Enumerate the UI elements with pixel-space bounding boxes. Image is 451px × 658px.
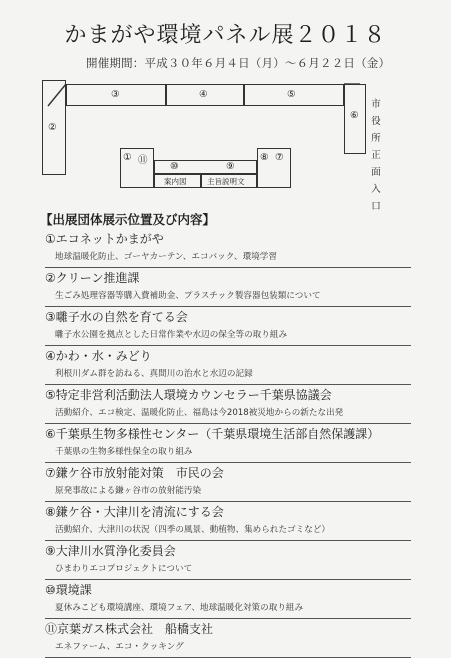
list-item	[45, 346, 411, 385]
list-item	[45, 580, 411, 619]
list-item	[45, 268, 411, 307]
list-item	[45, 307, 411, 346]
page-title: かまがや環境パネル展２０１８	[64, 23, 387, 48]
list-item	[45, 424, 411, 463]
list-item	[45, 619, 411, 658]
booth-5-label: ⑤	[287, 89, 296, 100]
exhibitor-name: ⑥千葉県生物多様性センター（千葉県環境生活部自然保護課）	[45, 427, 380, 441]
exhibitor-name: ⑤特定非営利活動法人環境カウンセラー千葉県協議会	[45, 388, 332, 402]
exhibitor-desc: 生ごみ処理容器等購入費補助金、プラスチック製容器包装類について	[55, 291, 321, 301]
booth-10-label: ⑩	[170, 161, 179, 172]
exhibitor-desc: エネファーム、エコ・クッキング	[55, 642, 184, 652]
info-desk-label: 案内図	[164, 177, 187, 186]
exhibitor-name: ①エコネットかまがや	[45, 232, 164, 246]
city-hall-entrance-label: 市 役 所 正 面 入 口	[371, 99, 381, 212]
list-item	[45, 541, 411, 580]
exhibitor-name: ⑪京葉ガス株式会社 船橋支社	[45, 622, 214, 636]
section-heading: 【出展団体展示位置及び内容】	[40, 212, 216, 227]
booth-9-label: ⑨	[226, 161, 235, 172]
exhibitor-name: ⑦鎌ケ谷市放射能対策 市民の会	[45, 466, 224, 480]
exhibitor-desc: 活動紹介、大津川の状況（四季の風景、動植物、集められたゴミなど）	[55, 525, 331, 535]
booth-7-label: ⑦	[275, 152, 284, 163]
exhibitor-name: ②クリーン推進課	[45, 271, 140, 285]
list-item	[45, 229, 411, 268]
booth-3-label: ③	[111, 89, 120, 100]
booth-11-label: ⑪	[138, 155, 148, 166]
booth-6-label: ⑥	[350, 110, 359, 121]
purpose-text-label: 主旨説明文	[207, 177, 245, 186]
exhibitor-name: ⑨大津川水質浄化委員会	[45, 544, 176, 558]
exhibitor-name: ③囃子水の自然を育てる会	[45, 310, 188, 324]
exhibitor-name: ④かわ・水・みどり	[45, 349, 152, 363]
exhibitor-list	[45, 229, 411, 658]
exhibitor-desc: 夏休みこども環境講座、環境フェア、地球温暖化対策の取り組み	[55, 603, 304, 613]
booth-2-label: ②	[48, 122, 57, 133]
exhibitor-desc: 活動紹介、エコ検定、温暖化防止、福島は今2018被災地からの新たな出発	[55, 408, 344, 418]
booth-1-label: ①	[123, 152, 132, 163]
list-item	[45, 463, 411, 502]
booth-4-label: ④	[199, 89, 208, 100]
exhibitor-name: ⑩環境課	[45, 583, 92, 597]
list-item	[45, 502, 411, 541]
exhibitor-desc: 囃子水公園を拠点とした日常作業や水辺の保全等の取り組み	[55, 330, 288, 340]
exhibition-period: 開催期間：平成３０年６月４日（月）～６月２２日（金）	[86, 56, 391, 70]
exhibitor-desc: 原発事故による鎌ヶ谷市の放射能汚染	[55, 486, 202, 496]
floor-map	[0, 0, 451, 200]
exhibitor-desc: 地球温暖化防止、ゴーヤカーテン、エコバック、環境学習	[55, 252, 277, 262]
exhibitor-desc: ひまわりエコプロジェクトについて	[55, 564, 193, 574]
exhibitor-name: ⑧鎌ケ谷・大津川を清流にする会	[45, 505, 224, 519]
booth-8-label: ⑧	[260, 152, 269, 163]
list-item	[45, 385, 411, 424]
exhibitor-desc: 千葉県の生物多様性保全の取り組み	[55, 447, 193, 457]
exhibitor-desc: 利根川ダム群を訪ねる、真間川の治水と水辺の記録	[55, 369, 253, 379]
